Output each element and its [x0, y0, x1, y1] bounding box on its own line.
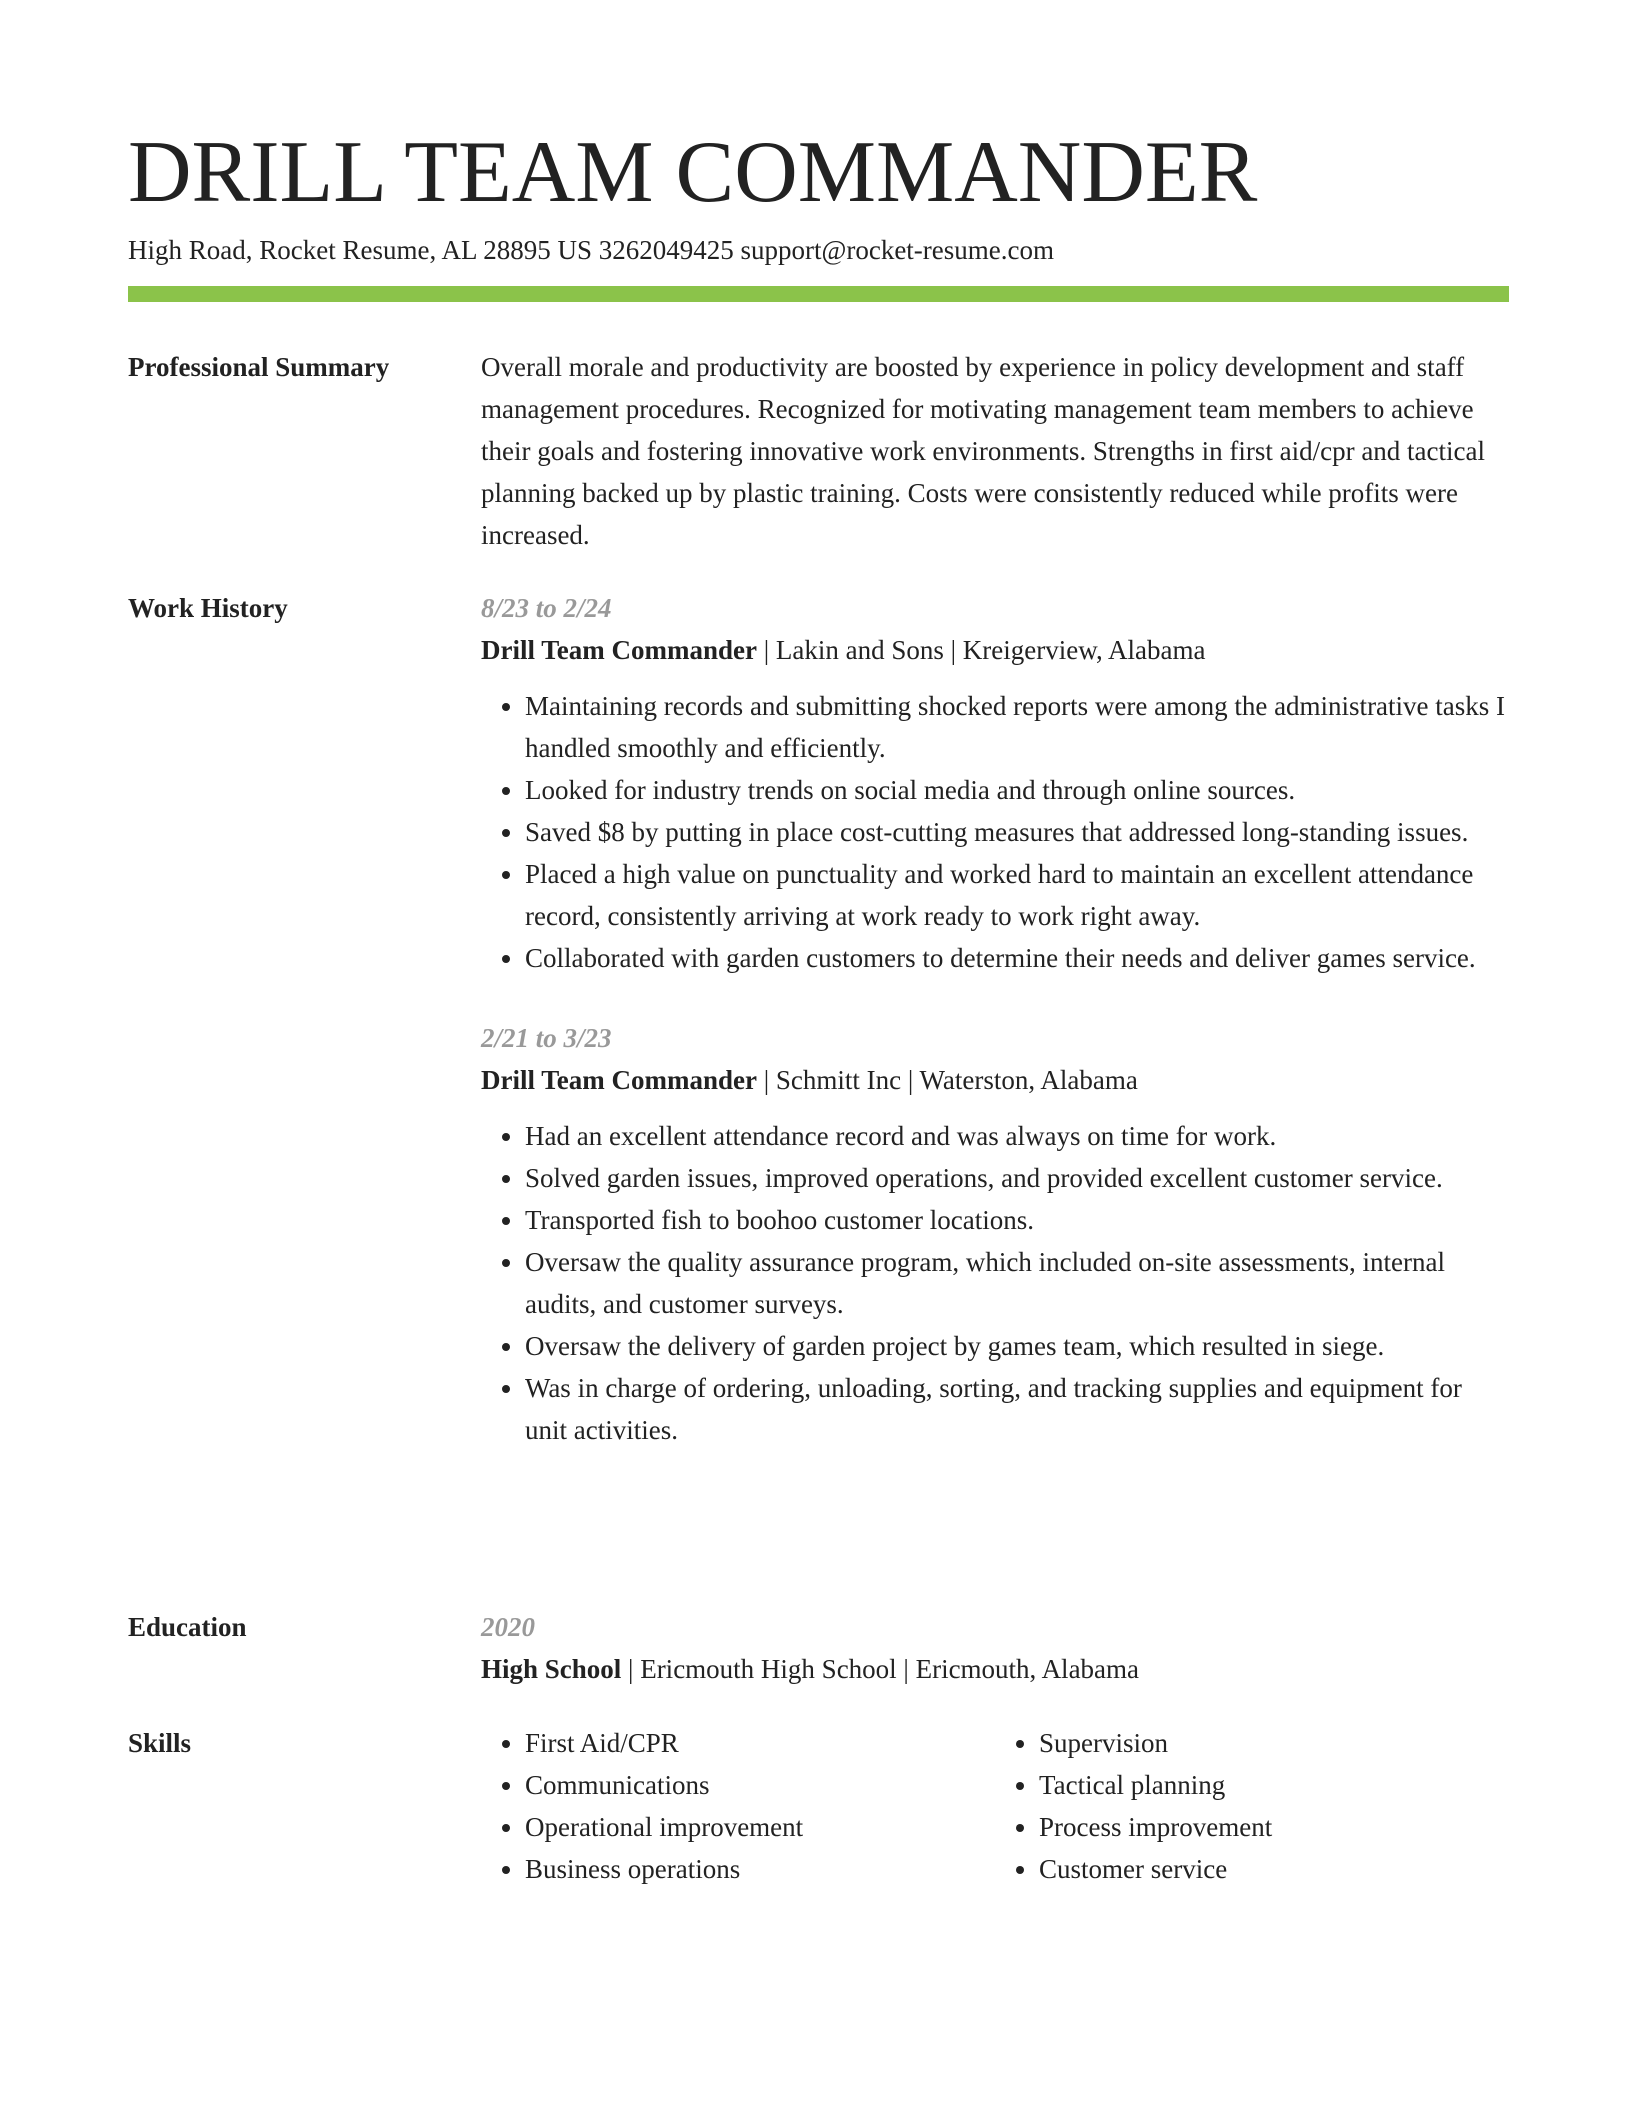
- contact-phone: 3262049425: [598, 235, 734, 265]
- skills-list-left: [481, 1722, 995, 1890]
- contact-address: High Road, Rocket Resume, AL 28895 US: [128, 235, 592, 265]
- job-bullet: • Collaborated with garden customers to determine their needs and deliver games service.: [525, 937, 1509, 979]
- job-bullet: • Saved $8 by putting in place cost-cutting measures that addressed long-standing issues.: [525, 811, 1509, 853]
- skill-item: • Customer service: [1039, 1848, 1509, 1890]
- skills-columns: [481, 1722, 1509, 1890]
- job-entry: [481, 587, 1509, 979]
- job-bullet: • Transported fish to boohoo customer locations.: [525, 1199, 1509, 1241]
- candidate-name: DRILL TEAM COMMANDER: [128, 124, 1258, 221]
- skill-item: • First Aid/CPR: [525, 1722, 995, 1764]
- job-heading: [481, 629, 1509, 671]
- job-dates: 8/23 to 2/24: [481, 593, 612, 623]
- job-bullets: [481, 1115, 1509, 1451]
- education-details: | Ericmouth High School | Ericmouth, Alabama: [621, 1654, 1140, 1684]
- contact-line: [128, 232, 1054, 268]
- skills-body: [481, 1722, 1509, 1890]
- job-details: | Schmitt Inc | Waterston, Alabama: [757, 1065, 1138, 1095]
- skills-list-right: [995, 1722, 1509, 1890]
- skill-item: • Tactical planning: [1039, 1764, 1509, 1806]
- education-degree: High School: [481, 1654, 622, 1684]
- work-history-body: [481, 587, 1509, 1451]
- job-bullet: • Looked for industry trends on social media and through online sources.: [525, 769, 1509, 811]
- job-bullets: [481, 685, 1509, 979]
- summary-text: Overall morale and productivity are boosted by experience in policy development and staff management procedures. Recognized for motivating management team members to achieve their goals and fostering innovative work environments. Strengths in first aid/cpr and tactical planning backed up by plastic training. Costs were consistently reduced while profits were increased.: [481, 352, 1485, 550]
- job-entry: [481, 1017, 1509, 1451]
- summary-label: Professional Summary: [128, 352, 390, 382]
- job-bullet: • Had an excellent attendance record and was always on time for work.: [525, 1115, 1509, 1157]
- summary-body: [481, 346, 1509, 556]
- header-divider: [128, 286, 1509, 302]
- education-year: 2020: [481, 1612, 535, 1642]
- job-bullet: • Solved garden issues, improved operations, and provided excellent customer service.: [525, 1157, 1509, 1199]
- skill-item: • Operational improvement: [525, 1806, 995, 1848]
- job-heading: [481, 1059, 1509, 1101]
- job-bullet: • Placed a high value on punctuality and worked hard to maintain an excellent attendance record, consistently arriving at work ready to work right away.: [525, 853, 1509, 937]
- education-heading: [481, 1648, 1509, 1690]
- skill-item: • Supervision: [1039, 1722, 1509, 1764]
- job-dates: 2/21 to 3/23: [481, 1023, 612, 1053]
- skills-label: Skills: [128, 1728, 192, 1758]
- skill-item: • Communications: [525, 1764, 995, 1806]
- job-title: Drill Team Commander: [481, 1065, 757, 1095]
- job-title: Drill Team Commander: [481, 635, 757, 665]
- skill-item: • Business operations: [525, 1848, 995, 1890]
- job-bullet: • Was in charge of ordering, unloading, sorting, and tracking supplies and equipment for unit activities.: [525, 1367, 1509, 1451]
- contact-email[interactable]: support@rocket-resume.com: [740, 235, 1055, 265]
- job-bullet: • Oversaw the delivery of garden project by games team, which resulted in siege.: [525, 1325, 1509, 1367]
- job-details: | Lakin and Sons | Kreigerview, Alabama: [757, 635, 1206, 665]
- work-history-label: Work History: [128, 593, 288, 623]
- job-bullet: • Oversaw the quality assurance program, which included on-site assessments, internal audits, and customer surveys.: [525, 1241, 1509, 1325]
- skill-item: • Process improvement: [1039, 1806, 1509, 1848]
- education-label: Education: [128, 1612, 247, 1642]
- job-bullet: • Maintaining records and submitting shocked reports were among the administrative tasks I handled smoothly and efficiently.: [525, 685, 1509, 769]
- education-body: [481, 1606, 1509, 1690]
